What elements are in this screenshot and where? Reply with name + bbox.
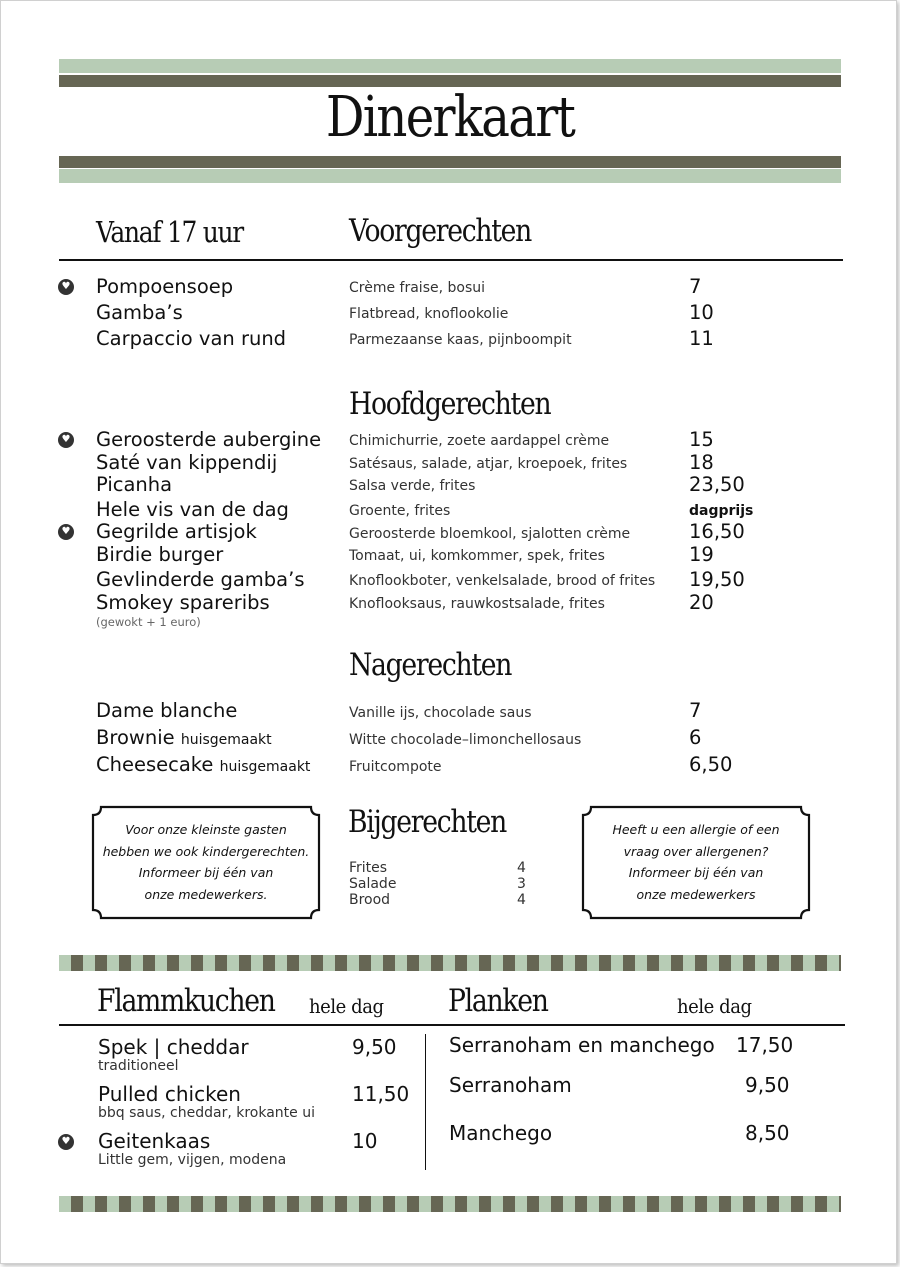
- box-line: Heeft u een allergie of een: [612, 822, 780, 837]
- section-nagerechten: Nagerechten: [349, 647, 512, 683]
- dish-row: [1, 543, 900, 569]
- dish-name: Gevlinderde gamba’s: [96, 568, 305, 591]
- opening-time: Vanaf 17 uur: [96, 215, 243, 249]
- dish-price: 15: [689, 428, 714, 451]
- side-price: 4: [517, 892, 526, 908]
- dish-desc: Fruitcompote: [349, 759, 442, 775]
- section-bijgerechten: Bijgerechten: [348, 804, 507, 840]
- spareribs-note: (gewokt + 1 euro): [96, 615, 201, 629]
- header-rule: [59, 259, 843, 261]
- flammkuchen-sub: bbq saus, cheddar, krokante ui: [98, 1105, 315, 1121]
- dish-desc: Parmezaanse kaas, pijnboompit: [349, 332, 572, 348]
- side-name: Brood: [349, 892, 391, 908]
- dish-price: 6,50: [689, 753, 733, 776]
- dish-subtitle: huisgemaakt: [180, 732, 272, 748]
- dish-desc: Salsa verde, frites: [349, 478, 476, 494]
- dish-price: 6: [689, 726, 702, 749]
- side-name: Salade: [349, 876, 397, 892]
- side-price: 3: [517, 876, 526, 892]
- checkered-divider: [59, 955, 841, 971]
- dessert-row: [1, 726, 900, 752]
- checkered-divider-bottom: [59, 1196, 841, 1212]
- page-title: Dinerkaart: [325, 85, 575, 150]
- section-hoofdgerechten: Hoofdgerechten: [349, 386, 551, 422]
- dish-row: [1, 301, 900, 327]
- flammkuchen-price: 11,50: [352, 1082, 410, 1106]
- allergy-info-box: [581, 805, 811, 920]
- dish-desc: Vanille ijs, chocolade saus: [349, 705, 532, 721]
- plank-name: Serranoham en manchego: [449, 1033, 715, 1057]
- box-line: Voor onze kleinste gasten: [125, 822, 287, 837]
- dish-price: 7: [689, 699, 702, 722]
- dish-desc: Geroosterde bloemkool, sjalotten crème: [349, 526, 631, 542]
- dish-price: 18: [689, 451, 714, 474]
- box-line: onze medewerkers: [636, 886, 756, 902]
- dish-price: 19: [689, 543, 714, 566]
- title-band-olive: [59, 156, 841, 168]
- section-flammkuchen: Flammkuchen: [97, 983, 275, 1019]
- section-voorgerechten: Voorgerechten: [349, 213, 532, 249]
- flammkuchen-sub: traditioneel: [98, 1058, 179, 1074]
- dish-name: Smokey spareribs: [96, 591, 270, 614]
- plank-name: Serranoham: [449, 1073, 572, 1097]
- title-band-sage: [59, 169, 841, 183]
- dish-desc: Knoflooksaus, rauwkostsalade, frites: [349, 596, 605, 612]
- flammkuchen-name: Spek | cheddar: [98, 1035, 249, 1059]
- dessert-row: [1, 753, 900, 779]
- dish-row: [1, 275, 900, 301]
- dish-price: 23,50: [689, 473, 745, 496]
- flammkuchen-sub: Little gem, vijgen, modena: [98, 1152, 287, 1168]
- dish-price: 16,50: [689, 520, 745, 543]
- dish-name: Birdie burger: [96, 543, 224, 566]
- dish-price: dagprijs: [689, 503, 754, 519]
- box-line: Informeer bij één van: [138, 865, 274, 880]
- side-name: Frites: [349, 860, 388, 876]
- planken-hele-dag: hele dag: [677, 994, 752, 1018]
- dish-name: Brownie huisgemaakt: [96, 726, 272, 749]
- plank-name: Manchego: [449, 1121, 553, 1145]
- box-line: onze medewerkers.: [144, 886, 268, 902]
- kids-info-box: [91, 805, 321, 920]
- side-price: 4: [517, 860, 526, 876]
- dish-name: Hele vis van de dag: [96, 498, 289, 521]
- dish-desc: Flatbread, knoflookolie: [349, 306, 509, 322]
- box-line: Informeer bij één van: [628, 865, 764, 880]
- dish-name: Gamba’s: [96, 301, 183, 324]
- section-planken: Planken: [448, 983, 548, 1019]
- dish-row: [1, 473, 900, 499]
- vegan-icon: ♥: [58, 524, 74, 540]
- dish-desc: Knoflookboter, venkelsalade, brood of frites: [349, 573, 656, 589]
- box-line: vraag over allergenen?: [623, 843, 769, 859]
- column-divider: [425, 1034, 426, 1170]
- dish-name: Saté van kippendij: [96, 451, 278, 474]
- dish-desc: Satésaus, salade, atjar, kroepoek, frites: [349, 456, 628, 472]
- dish-name: Carpaccio van rund: [96, 327, 287, 350]
- dessert-row: [1, 699, 900, 725]
- dish-name: Picanha: [96, 473, 173, 496]
- vegan-icon: ♥: [58, 1134, 74, 1150]
- flammkuchen-price: 10: [352, 1129, 378, 1153]
- dish-row: [1, 327, 900, 353]
- top-band-sage: [59, 59, 841, 73]
- plank-price: 8,50: [745, 1121, 790, 1145]
- dish-name: Dame blanche: [96, 699, 238, 722]
- dish-name: Geroosterde aubergine: [96, 428, 322, 451]
- dish-desc: Crème fraise, bosui: [349, 280, 486, 296]
- box-line: hebben we ook kindergerechten.: [102, 843, 310, 859]
- flammkuchen-name: Pulled chicken: [98, 1082, 241, 1106]
- plank-price: 9,50: [745, 1073, 790, 1097]
- dish-price: 11: [689, 327, 714, 350]
- dish-desc: Tomaat, ui, komkommer, spek, frites: [349, 548, 605, 564]
- dish-name: Cheesecake huisgemaakt: [96, 753, 311, 776]
- dish-name: Gegrilde artisjok: [96, 520, 257, 543]
- dish-desc: Witte chocolade–limonchellosaus: [349, 732, 582, 748]
- dish-price: 10: [689, 301, 714, 324]
- flammkuchen-name: Geitenkaas: [98, 1129, 211, 1153]
- vegan-icon: ♥: [58, 432, 74, 448]
- dish-desc: Chimichurrie, zoete aardappel crème: [349, 433, 610, 449]
- lower-header-rule: [59, 1024, 845, 1026]
- dish-name: Pompoensoep: [96, 275, 234, 298]
- dish-row: [1, 591, 900, 617]
- dish-price: 20: [689, 591, 714, 614]
- dish-price: 7: [689, 275, 702, 298]
- flammkuchen-hele-dag: hele dag: [309, 994, 384, 1018]
- flammkuchen-price: 9,50: [352, 1035, 397, 1059]
- plank-price: 17,50: [736, 1033, 794, 1057]
- vegan-icon: ♥: [58, 279, 74, 295]
- dish-price: 19,50: [689, 568, 745, 591]
- dish-desc: Groente, frites: [349, 503, 451, 519]
- dish-subtitle: huisgemaakt: [219, 759, 311, 775]
